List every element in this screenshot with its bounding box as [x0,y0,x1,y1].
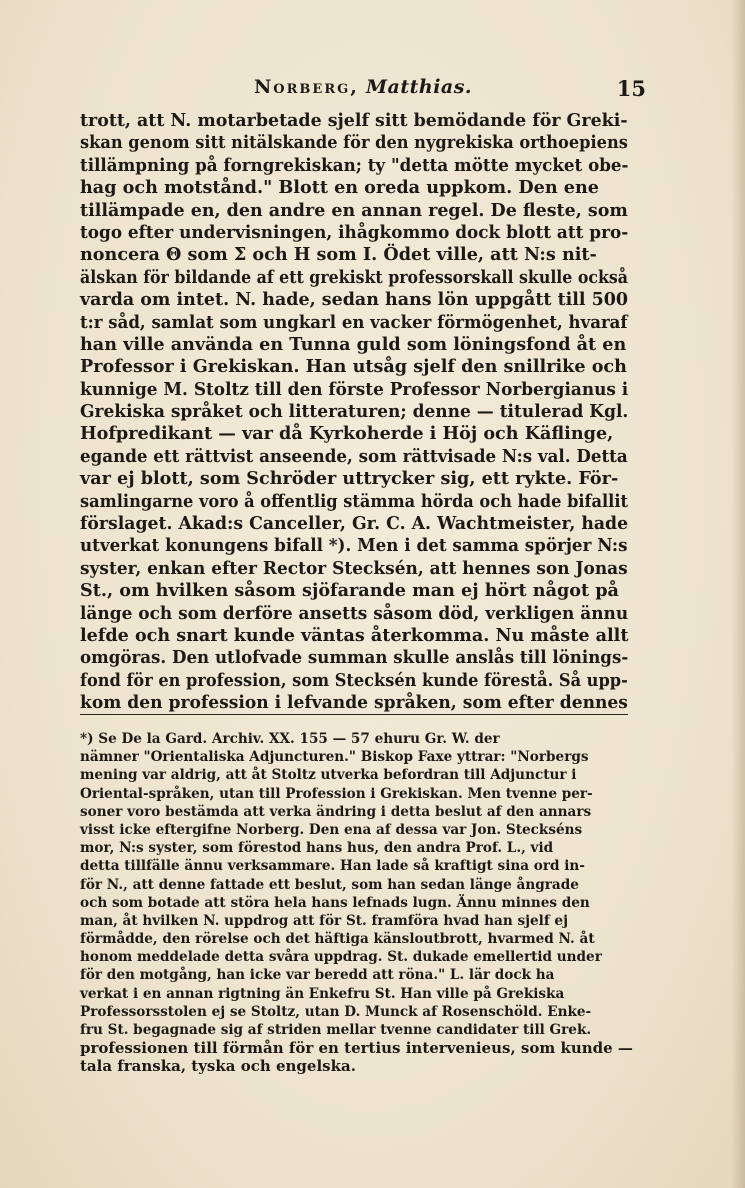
text-line: trott, att N. motarbetade sjelf sitt bemödande för Greki- [80,110,628,131]
text-line: utverkat konungens bifall *). Men i det samma spörjer N:s [80,535,628,557]
text-line: skan genom sitt nitälskande för den nygrekiska orthoepiens [80,132,628,154]
text-line: kom den profession i lefvande språken, som efter dennes [80,692,628,714]
text-line: omgöras. Den utlofvade summan skulle anslås till lönings- [80,647,629,669]
text-line: fond för en profession, som Stecksén kunde förestå. Så upp- [80,669,628,691]
text-line: Hofpredikant — var då Kyrkoherde i Höj och Käflinge, [80,423,614,445]
text-line: Professor i Grekiskan. Han utsåg sjelf den snillrike och [80,356,627,378]
footnote-line: Professorsstolen ej se Stoltz, utan D. Munck af Rosenschöld. Enke- [80,1003,592,1020]
text-line: syster, enkan efter Rector Stecksén, att hennes son Jonas [80,557,628,579]
page-header [80,76,646,100]
footnote-line: mor, N:s syster, som förestod hans hus, den andra Prof. L., vid [80,840,554,857]
footnote-line: Oriental-språken, utan till Profession i Grekiskan. Men tvenne per- [80,785,593,802]
text-line: hag och motstånd." Blott en oreda uppkom. Den ene [80,177,599,199]
text-line: förslaget. Akad:s Canceller, Gr. C. A. Wachtmeister, hade [80,513,629,535]
footnote-line: honom meddelade detta svåra uppdrag. St. dukade emellertid under [80,949,602,966]
footnote-line: soner voro bestämda att verka ändring i detta beslut af den annars [80,803,592,820]
footnote-line: nämner "Orientaliska Adjuncturen." Biskop Faxe yttrar: "Norbergs [80,749,589,766]
text-line: egande ett rättvist anseende, som rättvisade N:s val. Detta [80,445,628,467]
footnote-line: *) Se De la Gard. Archiv. XX. 155 — 57 ehuru Gr. W. der [80,731,500,747]
text-line: St., om hvilken såsom sjöfarande man ej hört något på [80,580,619,602]
footnote-line: och som botade att störa hela hans lefnads lugn. Ännu minnes den [80,894,590,911]
footnote-line: för den motgång, han icke var beredd att röna." L. lär dock ha [80,967,555,984]
footnote-line: tala franska, tyska och engelska. [80,1057,356,1076]
footnote-line: visst icke eftergifne Norberg. Den ena af dessa var Jon. Steckséns [80,821,583,838]
text-line: tillämpning på forngrekiskan; ty "detta mötte mycket obe- [80,154,629,176]
footnote-line: förmådde, den rörelse och det häftiga känsloutbrott, hvarmed N. åt [80,931,595,948]
footnote-line: professionen till förmån för en tertius intervenieus, som kunde — [80,1039,633,1058]
footnote-line: man, åt hvilken N. uppdrog att för St. framföra hvad han sjelf ej [80,912,568,929]
author-surname: Norberg, [253,76,359,98]
text-line: varda om intet. N. hade, sedan hans lön uppgått till 500 [80,289,629,311]
page-edge-shadow [731,0,745,1188]
text-line: tillämpade en, den andre en annan regel. De fleste, som [80,199,628,221]
text-line: lefde och snart kunde väntas återkomma. Nu måste allt [80,624,629,646]
text-line: t:r såd, samlat som ungkarl en vacker förmögenhet, hvaraf [80,311,628,333]
text-line: älskan för bildande af ett grekiskt professorskall skulle också [80,266,629,288]
footnote-divider [80,714,628,715]
text-line: han ville använda en Tunna guld som löningsfond åt en [80,333,627,355]
text-line: samlingarne voro å offentlig stämma hörda och hade bifallit [80,490,628,512]
text-line: noncera Θ som Σ och Η som Ι. Ödet ville, att N:s nit- [80,244,597,266]
body-text [80,110,628,715]
footnote-line: fru St. begagnade sig af striden mellar tvenne candidater till Grek. [80,1022,592,1038]
footnote-line: mening var aldrig, att åt Stoltz utverka befordran till Adjunctur i [80,767,577,784]
footnote-line: detta tillfälle ännu verksammare. Han lade så kraftigt sina ord in- [80,858,585,875]
footnote-line: för N., att denne fattade ett beslut, som han sedan länge ångrade [80,876,579,893]
text-line: var ej blott, som Schröder uttrycker sig, ett rykte. För- [80,468,619,490]
author-given-name: Matthias. [365,76,473,98]
page-number: 15 [616,76,646,101]
text-line: länge och som derföre ansetts såsom död, verkligen ännu [80,602,629,624]
text-line: kunnige M. Stoltz till den förste Professor Norbergianus i [80,378,629,400]
running-head [80,76,646,98]
footnote-line: verkat i en annan rigtning än Enkefru St. Han ville på Grekiska [80,985,565,1002]
text-line: Grekiska språket och litteraturen; denne — titulerad Kgl. [80,401,629,423]
footnote [80,730,636,1076]
text-line: togo efter undervisningen, ihågkommo dock blott att pro- [80,221,629,243]
